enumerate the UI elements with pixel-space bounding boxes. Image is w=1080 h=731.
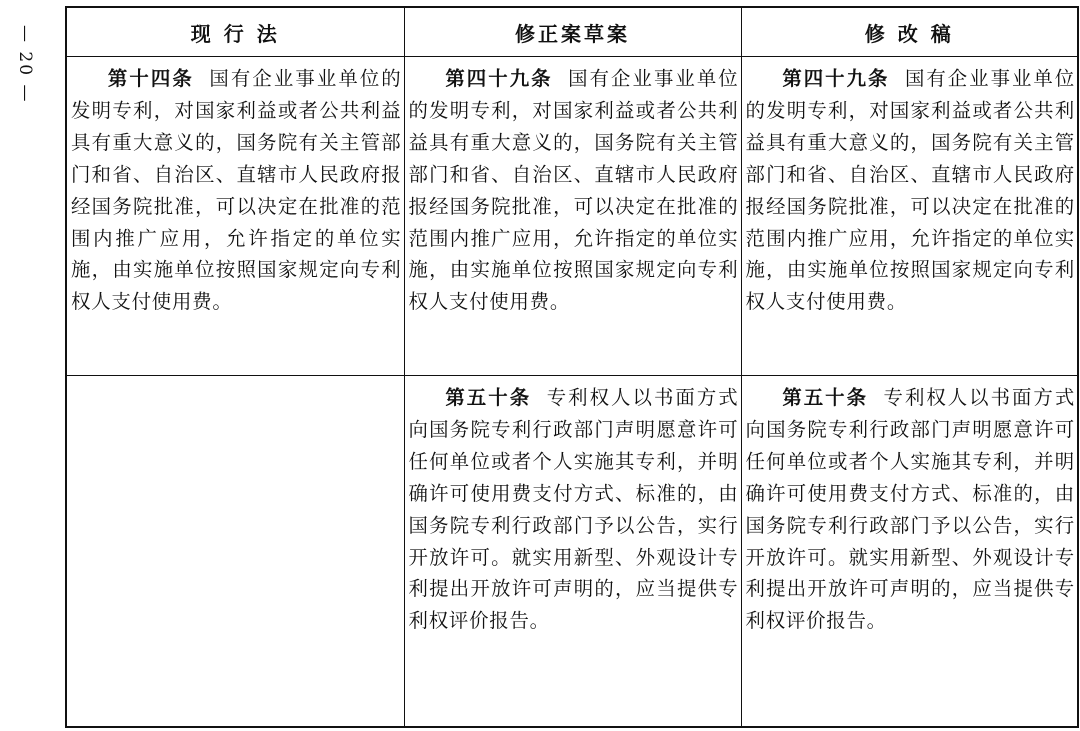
article-number: 第十四条 (107, 67, 194, 90)
article-number: 第四十九条 (782, 67, 890, 90)
comparison-table (65, 6, 1079, 728)
cell-revised-draft (741, 376, 1078, 728)
article-text: 国有企业事业单位的发明专利，对国家利益或者公共利益具有重大意义的，国务院有关主管部门和省、自治区、直辖市人民政府报经国务院批准，可以决定在批准的范围内推广应用，允许指定的单位实施，由实施单位按照国家规定向专利权人支付使用费。 (745, 67, 1076, 314)
header-current-law: 现 行 法 (66, 7, 404, 57)
cell-revised-draft (741, 57, 1078, 376)
header-revised-draft: 修 改 稿 (741, 7, 1078, 57)
header-draft-amendment: 修正案草案 (404, 7, 741, 57)
table-row (66, 376, 1078, 728)
article-text: 国有企业事业单位的发明专利，对国家利益或者公共利益具有重大意义的，国务院有关主管部门和省、自治区、直辖市人民政府报经国务院批准，可以决定在批准的范围内推广应用，允许指定的单位实施，由实施单位按照国家规定向专利权人支付使用费。 (408, 67, 739, 314)
cell-current-law (66, 376, 404, 728)
header-row (66, 7, 1078, 57)
cell-current-law (66, 57, 404, 376)
article-text: 专利权人以书面方式向国务院专利行政部门声明愿意许可任何单位或者个人实施其专利，并明确许可使用费支付方式、标准的，由国务院专利行政部门予以公告，实行开放许可。就实用新型、外观设计专利提出开放许可声明的，应当提供专利权评价报告。 (745, 386, 1076, 633)
cell-draft-amendment (404, 57, 741, 376)
table-row (66, 57, 1078, 376)
article-number: 第五十条 (445, 386, 532, 409)
page-number: — 20 — (15, 24, 35, 104)
article-text: 专利权人以书面方式向国务院专利行政部门声明愿意许可任何单位或者个人实施其专利，并明确许可使用费支付方式、标准的，由国务院专利行政部门予以公告，实行开放许可。就实用新型、外观设计专利提出开放许可声明的，应当提供专利权评价报告。 (408, 386, 739, 633)
article-number: 第五十条 (782, 386, 869, 409)
article-text: 国有企业事业单位的发明专利，对国家利益或者公共利益具有重大意义的，国务院有关主管部门和省、自治区、直辖市人民政府报经国务院批准，可以决定在批准的范围内推广应用，允许指定的单位实施，由实施单位按照国家规定向专利权人支付使用费。 (71, 67, 402, 314)
article-number: 第四十九条 (445, 67, 553, 90)
cell-draft-amendment (404, 376, 741, 728)
